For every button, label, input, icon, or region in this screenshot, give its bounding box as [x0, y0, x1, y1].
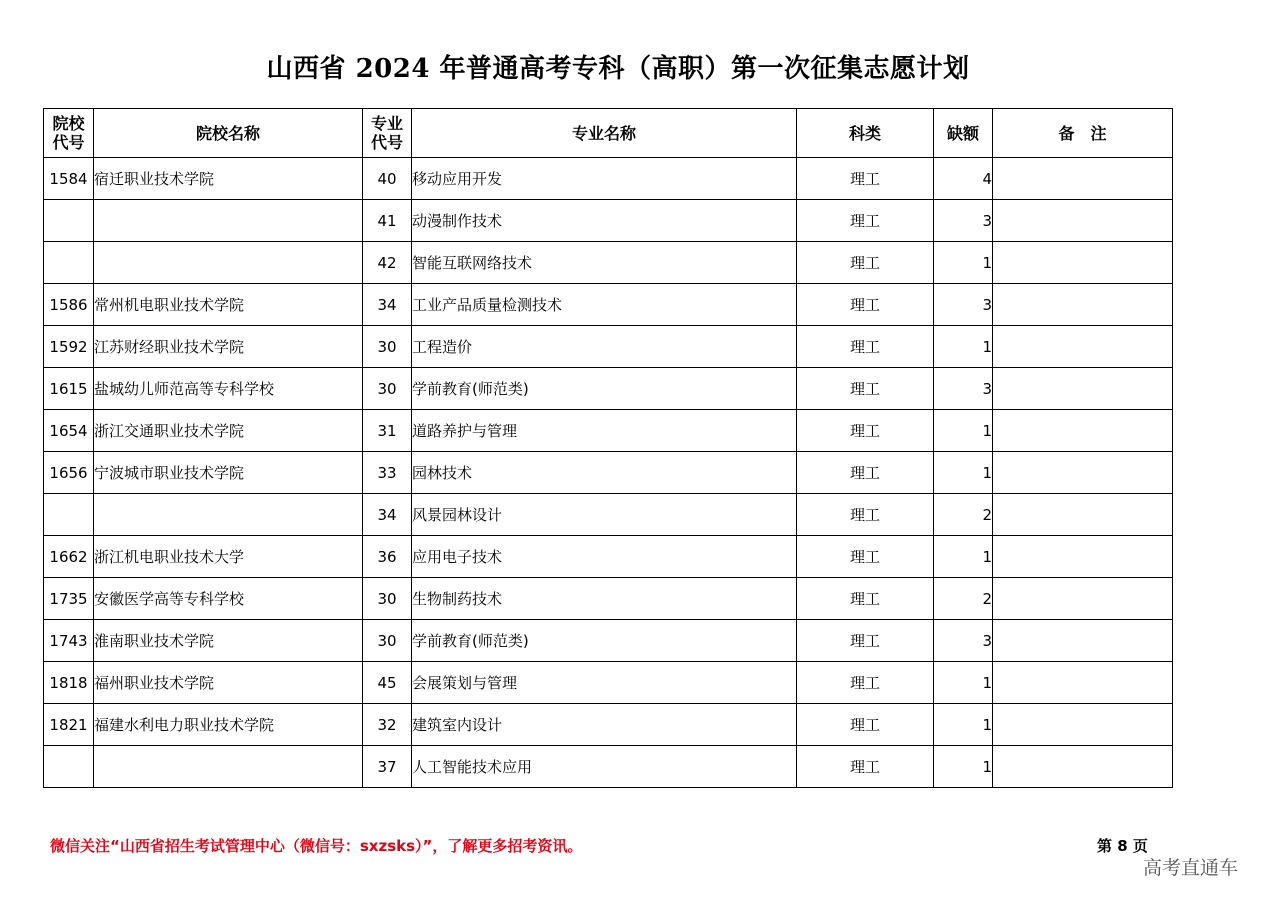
remarks-cell [993, 326, 1173, 368]
table-row [44, 242, 1173, 284]
remarks-cell [993, 242, 1173, 284]
major-name-cell: 工业产品质量检测技术 [412, 284, 797, 326]
major-name-cell: 道路养护与管理 [412, 410, 797, 452]
vacancy-cell: 4 [934, 158, 993, 200]
major-name-cell: 智能互联网络技术 [412, 242, 797, 284]
major-name-cell: 移动应用开发 [412, 158, 797, 200]
remarks-cell [993, 368, 1173, 410]
major-code-cell: 41 [363, 200, 412, 242]
vacancy-cell: 1 [934, 326, 993, 368]
major-name-cell: 风景园林设计 [412, 494, 797, 536]
major-name-cell: 人工智能技术应用 [412, 746, 797, 788]
vacancy-cell: 1 [934, 704, 993, 746]
vacancy-cell: 3 [934, 200, 993, 242]
page-title: 山西省 2024 年普通高考专科（高职）第一次征集志愿计划 [266, 54, 970, 84]
school-name-cell [94, 494, 363, 536]
major-code-cell: 42 [363, 242, 412, 284]
category-cell: 理工 [797, 410, 934, 452]
major-code-cell: 33 [363, 452, 412, 494]
remarks-cell [993, 578, 1173, 620]
remarks-cell [993, 452, 1173, 494]
category-cell: 理工 [797, 242, 934, 284]
vacancy-cell: 1 [934, 536, 993, 578]
page-number: 第 8 页 [1097, 837, 1148, 855]
category-cell: 理工 [797, 200, 934, 242]
major-name-cell: 学前教育(师范类) [412, 620, 797, 662]
school-code-cell: 1584 [44, 158, 94, 200]
major-name-cell: 学前教育(师范类) [412, 368, 797, 410]
header-major-name: 专业名称 [412, 109, 797, 158]
table-row [44, 704, 1173, 746]
table-body [44, 158, 1173, 788]
school-name-cell: 江苏财经职业技术学院 [94, 326, 363, 368]
vacancy-cell: 1 [934, 746, 993, 788]
school-name-cell: 福州职业技术学院 [94, 662, 363, 704]
school-name-cell: 安徽医学高等专科学校 [94, 578, 363, 620]
school-code-cell [44, 200, 94, 242]
school-name-cell: 淮南职业技术学院 [94, 620, 363, 662]
vacancy-cell: 1 [934, 242, 993, 284]
remarks-cell [993, 746, 1173, 788]
remarks-cell [993, 494, 1173, 536]
table-row [44, 746, 1173, 788]
category-cell: 理工 [797, 284, 934, 326]
major-name-cell: 会展策划与管理 [412, 662, 797, 704]
major-code-cell: 37 [363, 746, 412, 788]
major-code-cell: 30 [363, 578, 412, 620]
school-name-cell: 宁波城市职业技术学院 [94, 452, 363, 494]
vacancy-cell: 1 [934, 410, 993, 452]
header-major-code [363, 109, 412, 158]
school-name-cell: 常州机电职业技术学院 [94, 284, 363, 326]
header-school-code [44, 109, 94, 158]
school-code-cell [44, 746, 94, 788]
remarks-cell [993, 662, 1173, 704]
vacancy-cell: 3 [934, 620, 993, 662]
remarks-cell [993, 158, 1173, 200]
major-code-cell: 34 [363, 284, 412, 326]
school-code-cell: 1615 [44, 368, 94, 410]
school-code-cell: 1735 [44, 578, 94, 620]
header-school-code-line2: 代号 [52, 133, 85, 152]
header-row [44, 109, 1173, 158]
footer-wechat-note: 微信关注“山西省招生考试管理中心（微信号：sxzsks）”，了解更多招考资讯。 [50, 837, 583, 855]
major-code-cell: 32 [363, 704, 412, 746]
major-code-cell: 31 [363, 410, 412, 452]
school-name-cell: 福建水利电力职业技术学院 [94, 704, 363, 746]
table-header [44, 109, 1173, 158]
category-cell: 理工 [797, 452, 934, 494]
watermark-text: 高考直通车 [1143, 857, 1239, 879]
table-row [44, 200, 1173, 242]
school-name-cell: 浙江机电职业技术大学 [94, 536, 363, 578]
category-cell: 理工 [797, 704, 934, 746]
vacancy-cell: 3 [934, 284, 993, 326]
major-name-cell: 生物制药技术 [412, 578, 797, 620]
major-code-cell: 36 [363, 536, 412, 578]
vacancy-cell: 2 [934, 494, 993, 536]
table-row [44, 368, 1173, 410]
category-cell: 理工 [797, 494, 934, 536]
remarks-cell [993, 620, 1173, 662]
header-vacancy: 缺额 [934, 109, 993, 158]
major-name-cell: 动漫制作技术 [412, 200, 797, 242]
school-code-cell: 1818 [44, 662, 94, 704]
school-code-cell: 1656 [44, 452, 94, 494]
table-row [44, 494, 1173, 536]
school-name-cell: 宿迁职业技术学院 [94, 158, 363, 200]
major-code-cell: 30 [363, 368, 412, 410]
category-cell: 理工 [797, 368, 934, 410]
school-name-cell: 浙江交通职业技术学院 [94, 410, 363, 452]
school-name-cell: 盐城幼儿师范高等专科学校 [94, 368, 363, 410]
major-name-cell: 园林技术 [412, 452, 797, 494]
header-major-code-line1: 专业 [370, 114, 403, 133]
header-school-code-line1: 院校 [52, 114, 85, 133]
school-code-cell: 1662 [44, 536, 94, 578]
school-code-cell: 1592 [44, 326, 94, 368]
major-code-cell: 30 [363, 326, 412, 368]
remarks-cell [993, 536, 1173, 578]
vacancy-cell: 1 [934, 452, 993, 494]
major-code-cell: 40 [363, 158, 412, 200]
vacancy-cell: 2 [934, 578, 993, 620]
header-major-code-line2: 代号 [370, 133, 403, 152]
school-code-cell: 1654 [44, 410, 94, 452]
category-cell: 理工 [797, 578, 934, 620]
major-name-cell: 建筑室内设计 [412, 704, 797, 746]
plan-table [43, 108, 1173, 788]
category-cell: 理工 [797, 662, 934, 704]
table-row [44, 662, 1173, 704]
category-cell: 理工 [797, 746, 934, 788]
major-code-cell: 30 [363, 620, 412, 662]
remarks-cell [993, 284, 1173, 326]
category-cell: 理工 [797, 158, 934, 200]
table-row [44, 578, 1173, 620]
header-category: 科类 [797, 109, 934, 158]
school-name-cell [94, 200, 363, 242]
table-row [44, 452, 1173, 494]
header-school-name: 院校名称 [94, 109, 363, 158]
table-row [44, 410, 1173, 452]
header-remarks: 备 注 [993, 109, 1173, 158]
school-code-cell: 1586 [44, 284, 94, 326]
table-row [44, 536, 1173, 578]
table-row [44, 284, 1173, 326]
major-name-cell: 应用电子技术 [412, 536, 797, 578]
school-name-cell [94, 746, 363, 788]
school-code-cell [44, 242, 94, 284]
table-row [44, 620, 1173, 662]
school-code-cell: 1743 [44, 620, 94, 662]
table-row [44, 326, 1173, 368]
school-code-cell: 1821 [44, 704, 94, 746]
major-name-cell: 工程造价 [412, 326, 797, 368]
major-code-cell: 45 [363, 662, 412, 704]
category-cell: 理工 [797, 326, 934, 368]
category-cell: 理工 [797, 620, 934, 662]
remarks-cell [993, 704, 1173, 746]
school-name-cell [94, 242, 363, 284]
category-cell: 理工 [797, 536, 934, 578]
vacancy-cell: 3 [934, 368, 993, 410]
remarks-cell [993, 410, 1173, 452]
major-code-cell: 34 [363, 494, 412, 536]
school-code-cell [44, 494, 94, 536]
table-row [44, 158, 1173, 200]
remarks-cell [993, 200, 1173, 242]
vacancy-cell: 1 [934, 662, 993, 704]
